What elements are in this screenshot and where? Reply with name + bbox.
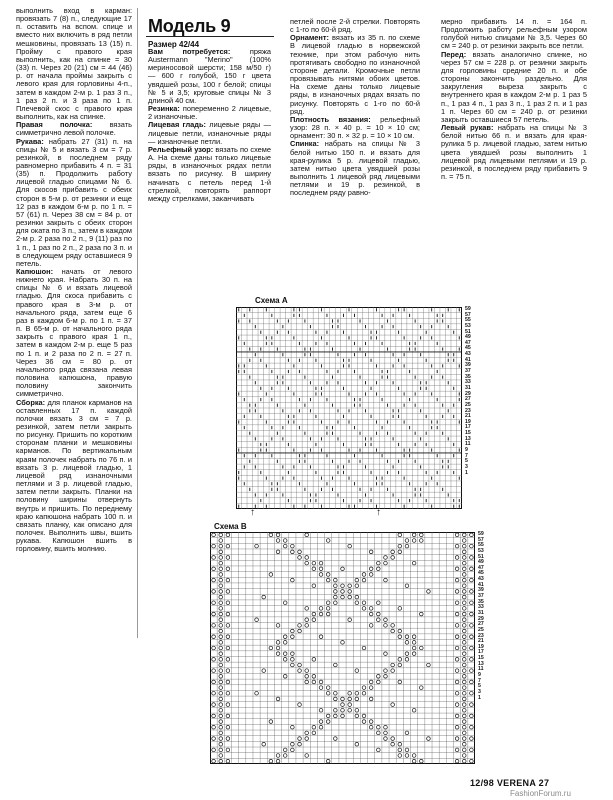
row-number: 55 [478,542,484,549]
page-footer [470,778,549,788]
paragraph [16,7,132,121]
paragraph-text: петлей после 2-й стрелки. Повторять с 1-го по 60-й ряд. [290,17,420,35]
paragraph [441,18,587,51]
row-number: 19 [478,643,484,650]
paragraph-text: выполнить вход в карман: провязать 7 (8) п., следующие 17 п. оставить на вспом. спице и вместо них включить в ряд петли мешковины, провязать 13 (15) п. Пройму с правого края выполнить, как на спинке = 30 (33) п. Через 20 (21) см = 44 (46) р. от начала проймы закрыть с левого края для горловины 4-п., затем в каждом 2-м р. 1 раз 3 п., 1 раз 2 п. и 3 раза по 1 п. Плечевой скос с правого края выполнить, как на спинке. [16,6,132,122]
row-number: 49 [465,334,471,341]
page-number: 27 [538,778,550,788]
row-number: 23 [465,407,471,414]
schema-b-chart [210,532,475,764]
row-number: 3 [465,463,468,470]
row-number: 13 [465,435,471,442]
row-number: 57 [465,311,471,318]
paragraph-heading: Левый рукав: [441,123,494,133]
paragraph-heading: Правая полочка: [16,120,93,130]
row-number: 3 [478,688,481,695]
text-column-4 [441,18,587,181]
paragraph-text: вязать по схеме А. На схеме даны только лицевые ряды, в изнаночных рядах петли вязать по рисунку. В ширину начинать с петель перед 1-й стрелкой, повторять раппорт между стрелками, заканчивать [148,144,271,203]
row-number: 43 [478,576,484,583]
paragraph-heading: Сборка: [16,397,46,407]
row-number: 41 [478,581,484,588]
paragraph [16,399,132,554]
row-number: 37 [478,593,484,600]
paragraph-text: вязать аналогично спинке, но через 57 см = 228 р. от резинки закрыть для горловины средние 20 п. и обе стороны закончить раздельно. Для закругления выреза закрыть с внутреннего края в каждом 2-м р. 1 раз 5 п., 1 раз 4 п., 1 раз 3 п., 1 раз 2 п. и 1 раз 1 п. Через 60 см = 240 р. от резинки закрыть оставшиеся 57 петель. [441,49,587,124]
row-number: 11 [478,666,484,673]
row-number: 21 [478,638,484,645]
schema-a-row-numbers [465,307,471,476]
row-number: 15 [465,430,471,437]
schema-a-repeat-arrow-start: ↑ [250,507,255,518]
row-number: 37 [465,368,471,375]
row-number: 31 [478,609,484,616]
schema-b-row-numbers [478,532,484,701]
row-number: 35 [465,373,471,380]
row-number: 45 [478,570,484,577]
watermark: FashionForum.ru [510,789,571,798]
paragraph-text: попеременно 2 лицевые, 2 изнаночные. [148,104,272,122]
text-column-3 [290,18,420,197]
model-size: Размер 42/44 [148,40,200,49]
row-number: 27 [478,621,484,628]
paragraph-text: для планок карманов на оставленных 17 п. каждой полочки вязать 3 см = 7 р. резинкой, затем петли закрыть по рисунку. Пришить по коротким сторонам планки и мешковины карманов. По вертикальным краям полочек набрать по 76 п. и вязать 3 р. лицевой гладью, 1 лицевой ряд изнаночными петлями и 3 р. лицевой гладью, затем петли закрыть. Планки на половину ширины отвернуть внутрь и пришить. По переднему краю капюшона набрать 100 п. и связать планку, как описано для полочек. Выполнить швы, вшить рукава. Капюшон вшить в горловину, вшить молнию. [16,397,132,554]
paragraph [148,105,271,121]
row-number: 29 [478,615,484,622]
row-number: 39 [465,362,471,369]
row-number: 29 [465,390,471,397]
row-number: 49 [478,559,484,566]
row-number: 1 [465,469,468,476]
model-title: Модель 9 [148,16,231,36]
row-number: 25 [478,626,484,633]
paragraph [148,121,271,145]
row-number: 51 [465,328,471,335]
paragraph [290,140,420,197]
row-number: 13 [478,660,484,667]
row-number: 39 [478,587,484,594]
row-number: 5 [478,683,481,690]
row-number: 31 [465,384,471,391]
schema-b-label: Схема В [214,522,247,531]
issue-number: 12/98 [470,778,495,788]
paragraph-text: набрать 27 (31) п. на спицы № 5 и вязать 3 см = 7 р. резинкой, в последнем ряду равномерно прибавить 4 п. = 31 (35) п. Продолжить работу лицевой гладью спицами № 6. Для скосов прибавить с обеих сторон в 5-м р. от резинки и еще 12 раз в каждом 6-м р. по 1 п. = 57 (61) п. Через 38 см = 84 р. от резинки закрыть с обеих сторон для оката по 3 п., затем в каждом 2-м р. 2 раза по 2 п., 9 (11) раз по 1 п., 1 раз по 2 п., 2 раза по 3 п. и в следующем ряду оставшиеся 9 петель. [16,136,132,268]
paragraph-heading: Плотность вязания: [290,114,371,124]
paragraph-heading: Капюшон: [16,267,54,276]
paragraph-heading: Спинка: [290,139,320,149]
title-underline [146,36,274,37]
schema-a-repeat-arrow-end: ↑ [376,507,381,518]
row-number: 47 [465,339,471,346]
row-number: 59 [465,306,471,312]
text-column-1 [16,7,132,553]
text-column-2 [148,48,271,203]
magazine-name: VERENA [496,778,536,788]
row-number: 33 [465,379,471,386]
row-number: 21 [465,413,471,420]
row-number: 41 [465,356,471,363]
column-separator [137,8,138,638]
row-number: 17 [465,424,471,431]
schema-a-label: Схема А [255,296,288,305]
row-number: 53 [478,547,484,554]
paragraph-heading: Орнамент: [290,33,329,43]
row-number: 11 [465,441,471,448]
row-number: 7 [478,677,481,684]
paragraph-heading: Вам потребуется: [148,47,231,56]
row-number: 23 [478,632,484,639]
paragraph [148,48,271,105]
paragraph-heading: Рельефный узор: [148,144,214,154]
row-number: 53 [465,322,471,329]
row-number: 5 [465,458,468,465]
paragraph [16,268,132,399]
row-number: 1 [478,694,481,701]
row-number: 57 [478,536,484,543]
paragraph [16,121,132,137]
paragraph-text: вязать из 35 п. по схеме В лицевой гладью в норвежской технике, при этом рабочую нить протягивать свободно по изнаночной стороне детали. Кромочные петли провязывать нитями обоих цветов. На схеме даны только лицевые ряды, в изнаночных рядах вязать по рисунку. Повторять с 1-го по 60-й ряд. [290,33,420,116]
paragraph-text: пряжа Austermann "Merino" (100% мериносовой шерсти; 158 м/50 г) — 600 г голубой, 150 г цвета увядшей розы, 100 г белой; спицы № 5 и 3,5; круговые спицы № 3 длиной 40 см. [148,47,271,105]
paragraph [16,138,132,269]
paragraph-heading: Перед: [441,49,467,59]
row-number: 9 [465,447,468,454]
paragraph-heading: Рукава: [16,136,44,146]
paragraph-text: начать от левого нижнего края. Набрать 30 п. на спицы № 6 и вязать лицевой гладью. Для скоса прибавить с правого края в 3-м р. от начального ряда, затем еще 6 раз в каждом 6-м р. по 1 п. = 37 п. В 65-м р. от начального ряда закрыть с правого края 1 п., затем в каждом 2-м р. еще 5 раз по 1 п. и 2 раза по 2 п. = 27 п. Через 36 см = 80 р. от начального ряда связана левая половина капюшона, правую половину закончить симметрично. [16,267,132,399]
paragraph-text: рельефный узор: 28 п. × 40 р. = 10 × 10 см; орнамент: 30 п. × 32 р. = 10 × 10 см. [290,114,420,141]
row-number: 25 [465,401,471,408]
row-number: 7 [465,452,468,459]
paragraph-heading: Лицевая гладь: [148,120,206,130]
paragraph [290,34,420,116]
row-number: 9 [478,672,481,679]
row-number: 47 [478,564,484,571]
row-number: 43 [465,351,471,358]
paragraph-heading: Резинка: [148,104,180,114]
row-number: 19 [465,418,471,425]
schema-a-chart [236,307,462,509]
paragraph [441,124,587,181]
paragraph-text: вязать симметрично левой полочке. [16,120,132,138]
row-number: 15 [478,655,484,662]
row-number: 35 [478,598,484,605]
paragraph-text: мерно прибавить 14 п. = 164 п. Продолжить работу рельефным узором голубой нитью спицами № 3,5. Через 60 см = 240 р. от резинки закрыть все петли. [441,17,587,51]
paragraph [148,146,271,203]
row-number: 17 [478,649,484,656]
row-number: 59 [478,531,484,537]
row-number: 45 [465,345,471,352]
paragraph-text: набрать на спицы № 3 белой нитью 150 п. и вязать для края-рулика 5 р. лицевой гладью, затем нитью цвета увядшей розы выполнить 1 лицевой ряд лицевыми петлями и 19 р. резинкой, в последнем ряду равно- [290,139,420,198]
row-number: 51 [478,553,484,560]
paragraph-text: лицевые ряды — лицевые петли, изнаночные ряды — изнаночные петли. [148,120,271,146]
paragraph-text: набрать на спицы № 3 белой нитью 66 п. и вязать для края-рулика 5 р. лицевой гладью, затем нитью цвета увядшей розы выполнить 1 лицевой ряд лицевыми петлями и 19 р. резинкой, в последнем ряду прибавить 9 п. = 75 п. [441,123,587,181]
paragraph [441,51,587,124]
row-number: 27 [465,396,471,403]
paragraph [290,116,420,140]
row-number: 55 [465,317,471,324]
paragraph [290,18,420,34]
row-number: 33 [478,604,484,611]
